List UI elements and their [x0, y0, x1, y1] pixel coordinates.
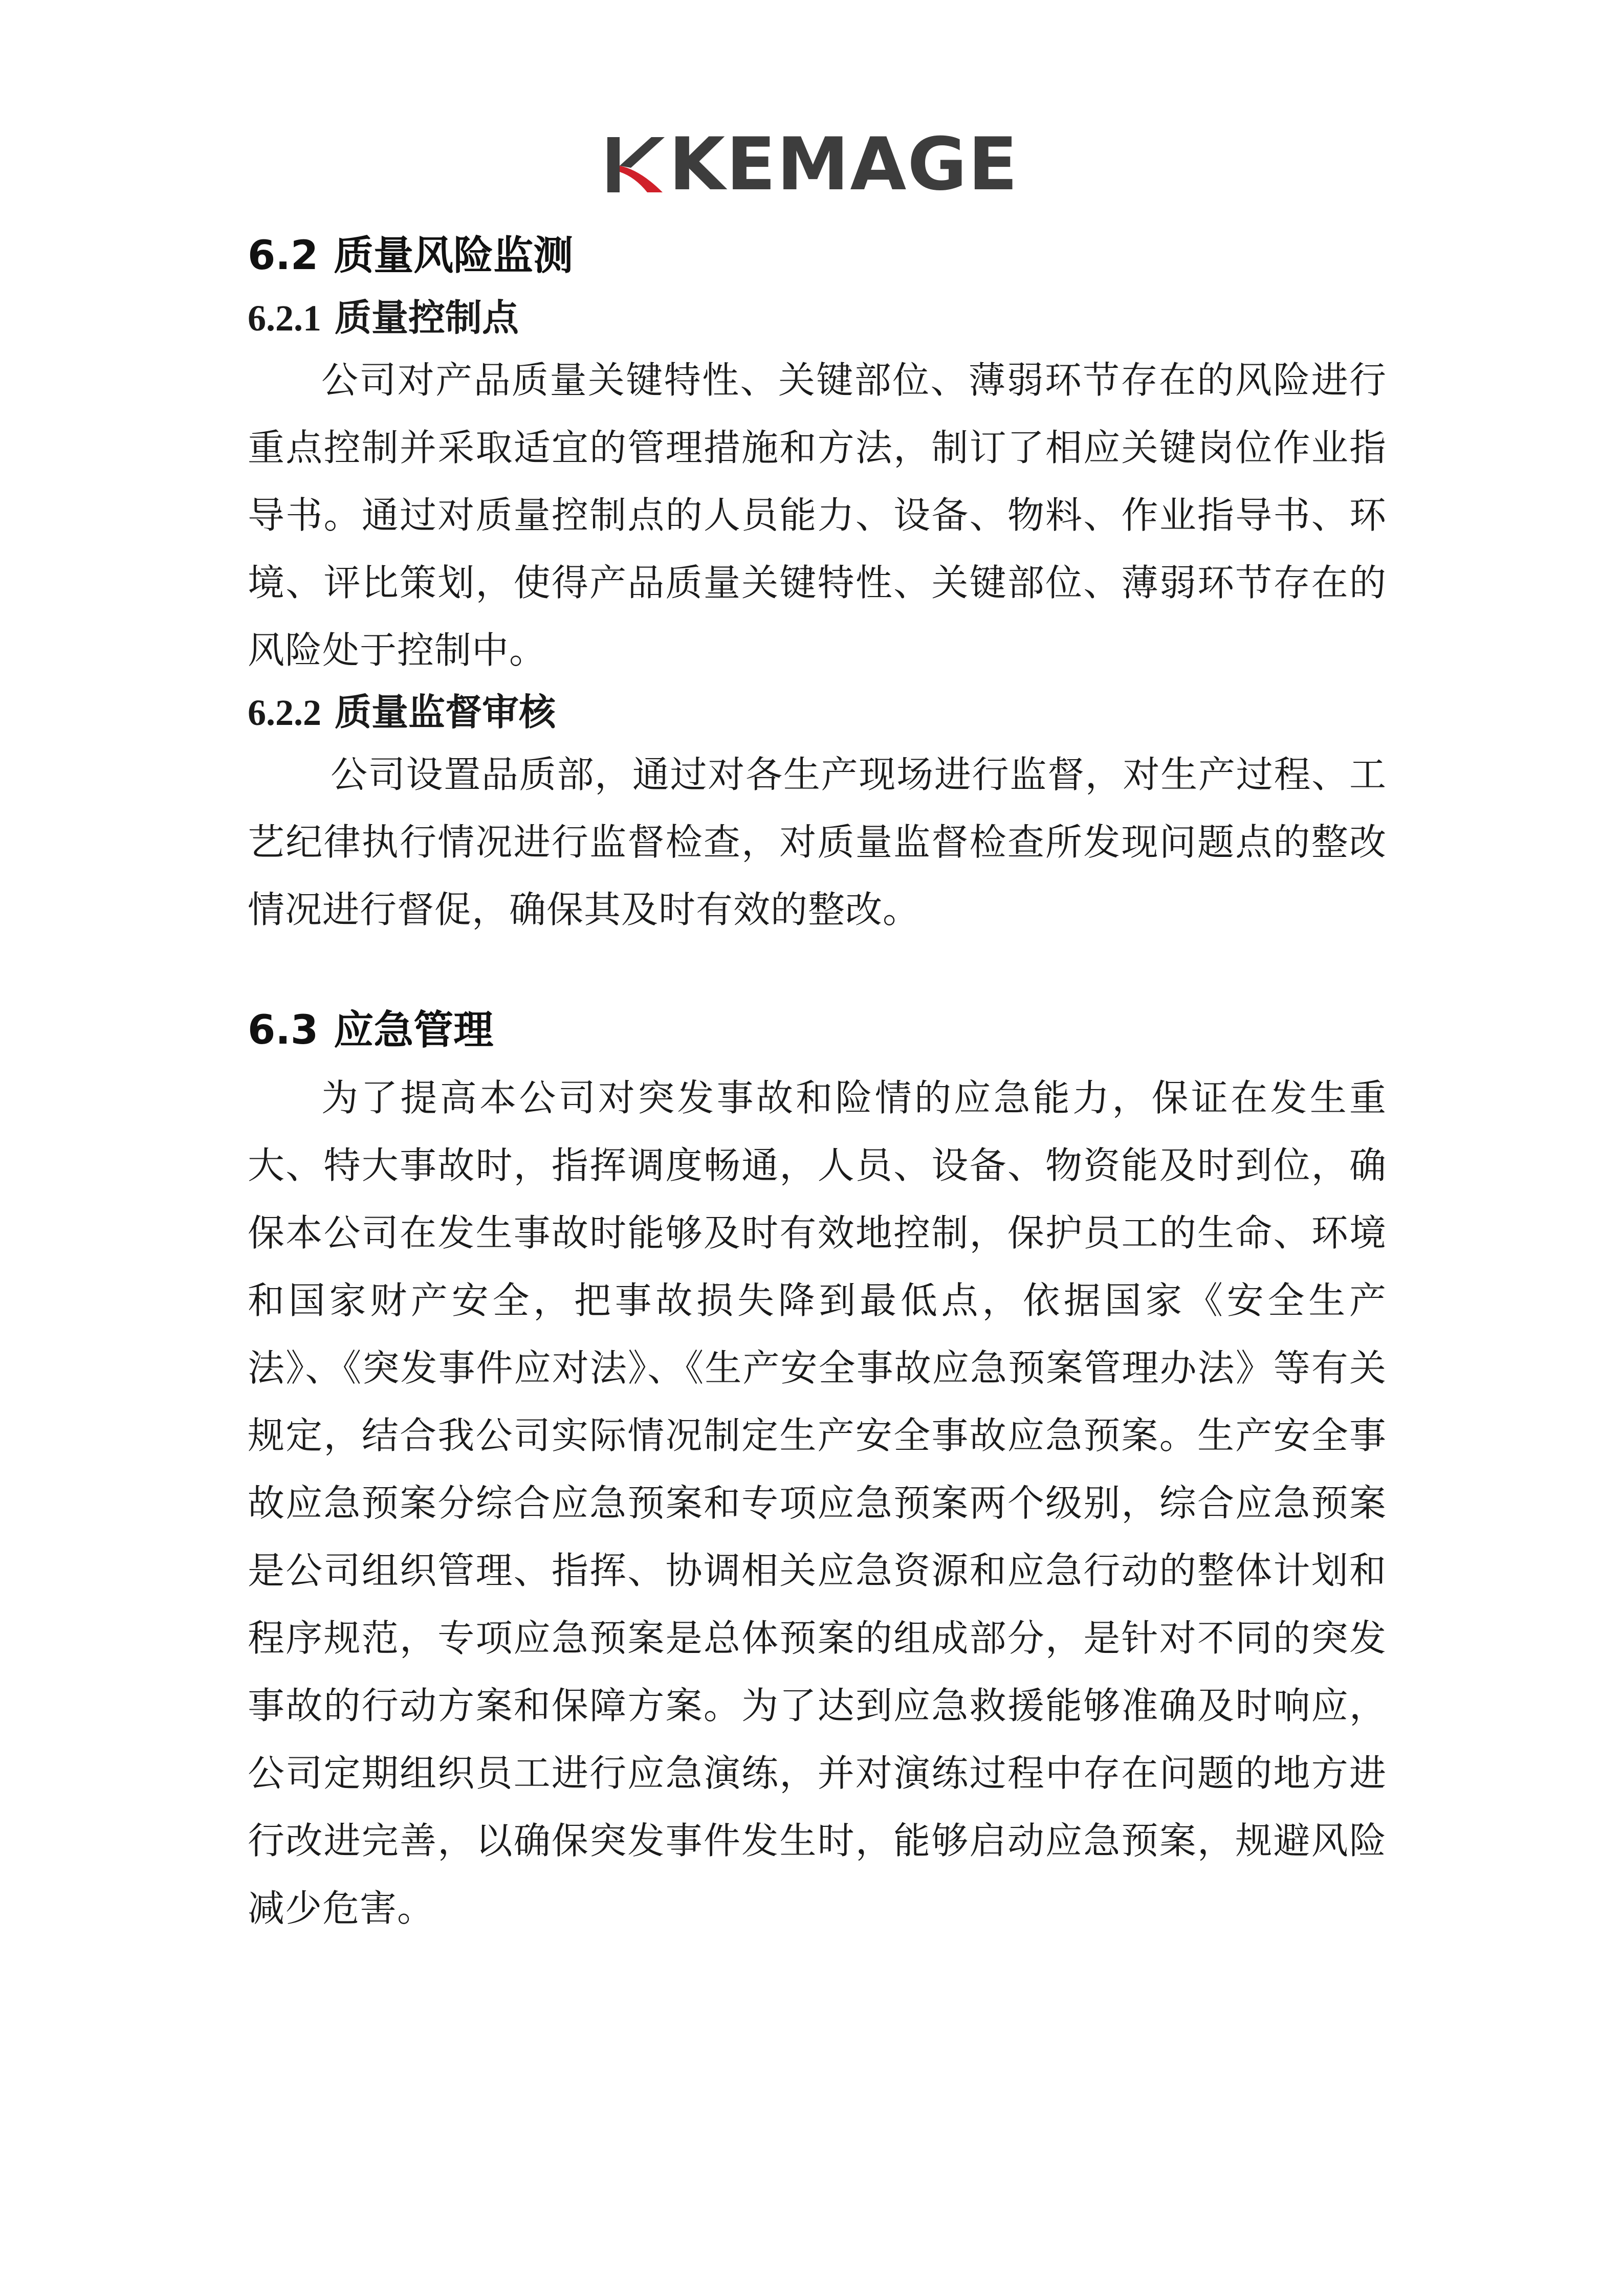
logo-k-mark-icon: [604, 134, 666, 195]
logo-wordmark: KEMAGE: [669, 122, 1019, 207]
subsection-heading-6-2-1: [248, 290, 1387, 346]
section-heading-6-2: [248, 225, 1387, 286]
subsection-number: 6.2.1: [248, 298, 321, 339]
section-title: 应急管理: [334, 1007, 494, 1053]
paragraph-quality-control-points: 公司对产品质量关键特性、关键部位、薄弱环节存在的风险进行重点控制并采取适宜的管理措施和方法，制订了相应关键岗位作业指导书。通过对质量控制点的人员能力、设备、物料、作业指导书、环境、评比策划，使得产品质量关键特性、关键部位、薄弱环节存在的风险处于控制中。: [248, 359, 1387, 672]
subsection-number: 6.2.2: [248, 692, 321, 733]
company-logo: [0, 122, 1623, 207]
section-number: 6.2: [248, 233, 319, 279]
section-title: 质量风险监测: [334, 232, 574, 279]
subsection-title: 质量监督审核: [335, 690, 556, 734]
paragraph-quality-audit: 公司设置品质部，通过对各生产现场进行监督，对生产过程、工艺纪律执行情况进行监督检查，对质量监督检查所发现问题点的整改情况进行督促，确保其及时有效的整改。: [248, 753, 1387, 931]
section-heading-6-3: [248, 1000, 1387, 1061]
section-number: 6.3: [248, 1007, 319, 1053]
subsection-heading-6-2-2: [248, 684, 1387, 741]
main-content: [248, 225, 1387, 1942]
paragraph-emergency-management: 为了提高本公司对突发事故和险情的应急能力，保证在发生重大、特大事故时，指挥调度畅通，人员、设备、物资能及时到位，确保本公司在发生事故时能够及时有效地控制，保护员工的生命、环境和国家财产安全，把事故损失降到最低点，依据国家《安全生产法》、《突发事件应对法》、《生产安全事故应急预案管理办法》等有关规定，结合我公司实际情况制定生产安全事故应急预案。生产安全事故应急预案分综合应急预案和专项应急预案两个级别，综合应急预案是公司组织管理、指挥、协调相关应急资源和应急行动的整体计划和程序规范，专项应急预案是总体预案的组成部分，是针对不同的突发事故的行动方案和保障方案。为了达到应急救援能够准确及时响应，公司定期组织员工进行应急演练，并对演练过程中存在问题的地方进行改进完善，以确保突发事件发生时，能够启动应急预案，规避风险减少危害。: [248, 1076, 1387, 1930]
subsection-title: 质量控制点: [335, 296, 519, 339]
